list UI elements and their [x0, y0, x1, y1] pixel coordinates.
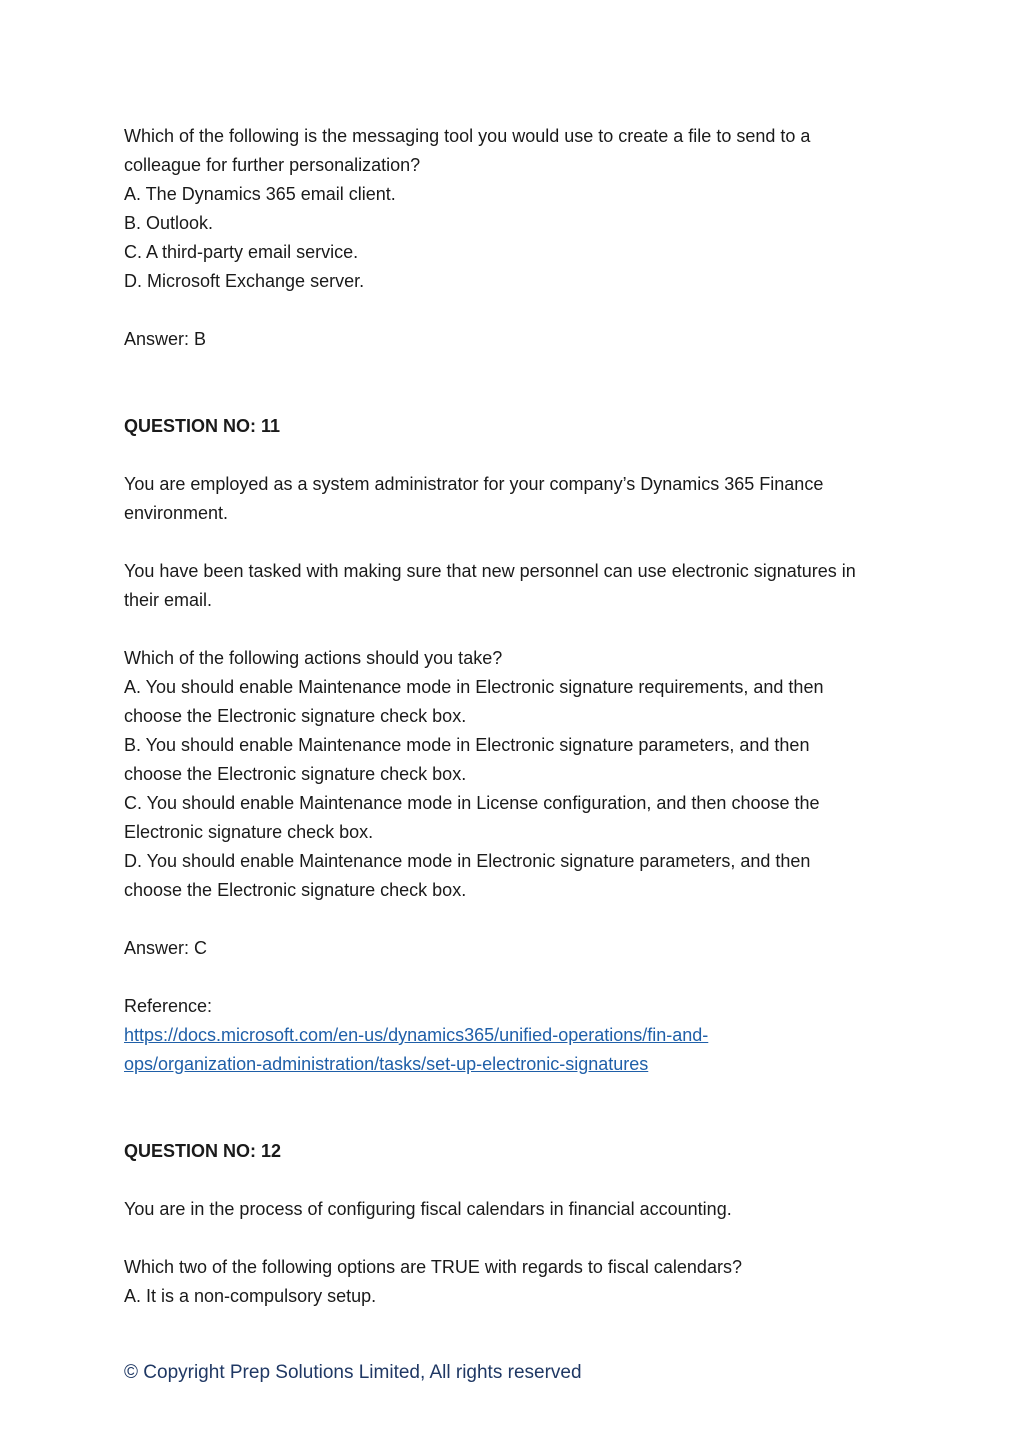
question-stem: Which of the following actions should you take? [124, 648, 503, 668]
answer-option: C. You should enable Maintenance mode in License configuration, and then choose the [124, 793, 820, 813]
copyright-footer: © Copyright Prep Solutions Limited, All rights reserved [124, 1362, 582, 1383]
question-context: You are in the process of configuring fiscal calendars in financial accounting. [124, 1199, 732, 1219]
question-12 [124, 1137, 904, 1311]
answer-option: A. It is a non-compulsory setup. [124, 1286, 377, 1306]
answer-option: B. Outlook. [124, 213, 214, 233]
answer-option: D. Microsoft Exchange server. [124, 271, 365, 291]
answer-option: choose the Electronic signature check box. [124, 764, 467, 784]
question-stem: Which two of the following options are TRUE with regards to fiscal calendars? [124, 1257, 742, 1277]
reference-link-line[interactable]: ops/organization-administration/tasks/set-up-electronic-signatures [124, 1054, 649, 1074]
question-stem: colleague for further personalization? [124, 155, 421, 175]
document-page [124, 122, 904, 1311]
question-heading: QUESTION NO: 11 [124, 416, 281, 436]
answer-option: B. You should enable Maintenance mode in Electronic signature parameters, and then [124, 735, 810, 755]
answer-text: Answer: B [124, 329, 207, 349]
question-11 [124, 412, 904, 1079]
question-context: environment. [124, 503, 229, 523]
reference-link[interactable] [124, 1021, 904, 1079]
question-task: their email. [124, 590, 213, 610]
answer-option: C. A third-party email service. [124, 242, 359, 262]
answer-option: D. You should enable Maintenance mode in Electronic signature parameters, and then [124, 851, 811, 871]
reference-link-line[interactable]: https://docs.microsoft.com/en-us/dynamics365/unified-operations/fin-and- [124, 1025, 709, 1045]
reference-label: Reference: [124, 996, 213, 1016]
question-task: You have been tasked with making sure that new personnel can use electronic signatures in [124, 561, 856, 581]
answer-option: Electronic signature check box. [124, 822, 374, 842]
question-10 [124, 122, 904, 354]
answer-option: choose the Electronic signature check box. [124, 880, 467, 900]
question-context: You are employed as a system administrator for your company’s Dynamics 365 Finance [124, 474, 824, 494]
answer-option: A. You should enable Maintenance mode in Electronic signature requirements, and then [124, 677, 824, 697]
answer-option: choose the Electronic signature check box. [124, 706, 467, 726]
question-stem: Which of the following is the messaging tool you would use to create a file to send to a [124, 126, 811, 146]
question-heading: QUESTION NO: 12 [124, 1141, 282, 1161]
answer-option: A. The Dynamics 365 email client. [124, 184, 396, 204]
answer-text: Answer: C [124, 938, 208, 958]
